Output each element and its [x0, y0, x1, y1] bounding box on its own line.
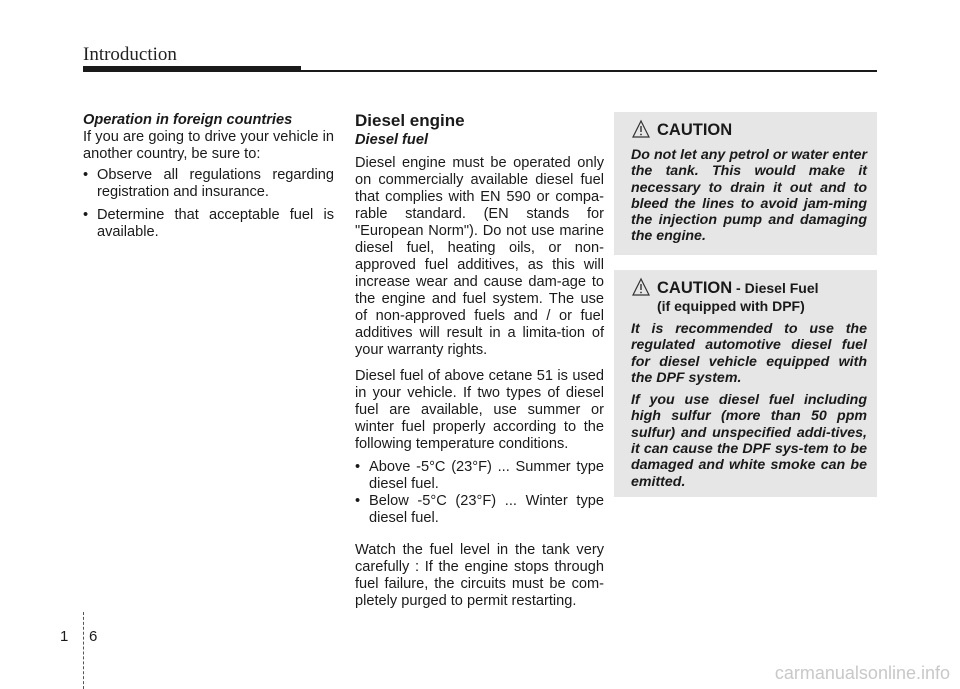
foreign-countries-intro: If you are going to drive your vehicle in another country, be sure to:	[83, 129, 334, 162]
footer-divider	[83, 612, 84, 689]
caution-subtitle: - Diesel Fuel	[732, 280, 819, 296]
list-item: • Above -5°C (23°F) ... Summer type diesel fuel.	[355, 459, 604, 493]
caution-subtitle-condition: (if equipped with DPF)	[657, 298, 805, 314]
page-number: 6	[89, 628, 98, 645]
warning-triangle-icon	[631, 277, 657, 299]
watermark: carmanualsonline.info	[774, 663, 950, 683]
list-item: • Determine that acceptable fuel is available.	[83, 207, 334, 241]
caution-text: Do not let any petrol or water enter the tank. This would make it necessary to drain it out and to bleed the lines to avoid jam-ming the injection pump and damaging the engine.	[631, 147, 867, 245]
caution-text-1: It is recommended to use the regulated automotive diesel fuel for diesel vehicle equipped with the DPF system.	[631, 321, 867, 386]
foreign-countries-subheading: Operation in foreign countries	[83, 112, 293, 128]
caution-box-petrol-water	[614, 112, 877, 255]
column-foreign-countries	[83, 111, 334, 247]
temperature-list	[355, 459, 604, 527]
warning-triangle-icon	[631, 119, 657, 141]
caution-title: CAUTION	[657, 121, 733, 139]
chapter-number: 1	[60, 628, 69, 645]
diesel-fuel-paragraph-2: Diesel fuel of above cetane 51 is used in your vehicle. If two types of diesel fuel are available, use summer or winter fuel properly according to the following temperature conditions.	[355, 368, 604, 452]
list-item: • Below -5°C (23°F) ... Winter type diesel fuel.	[355, 493, 604, 527]
caution-text-2: If you use diesel fuel including high sulfur (more than 50 ppm sulfur) and unspecified addi-tives, it can cause the DPF sys-tem to be damaged and white smoke can be emitted.	[631, 392, 867, 490]
column-diesel-engine	[355, 111, 604, 610]
diesel-fuel-paragraph-1: Diesel engine must be operated only on commercially available diesel fuel that complies with EN 590 or compa-rable standard. (EN stands for "European Norm"). Do not use marine diesel fuel, heating oils, or non-approved fuel additives, as this will increase wear and cause dam-age to the engine and fuel system. The use of non-approved fuels and / or fuel additives will result in a limita-tion of your warranty rights.	[355, 155, 604, 358]
foreign-countries-list	[83, 167, 334, 241]
header-rule-thick	[83, 66, 301, 72]
header-rule-thin	[301, 70, 877, 72]
caution-box-diesel-dpf	[614, 270, 877, 497]
diesel-fuel-subheading: Diesel fuel	[355, 132, 428, 148]
list-item: • Observe all regulations regarding registration and insurance.	[83, 167, 334, 201]
diesel-fuel-paragraph-3: Watch the fuel level in the tank very carefully : If the engine stops through fuel failure, the circuits must be com-pletely purged to permit restarting.	[355, 542, 604, 609]
page-header-title: Introduction	[83, 44, 177, 65]
diesel-engine-heading: Diesel engine	[355, 111, 465, 130]
caution-title: CAUTION	[657, 279, 733, 297]
